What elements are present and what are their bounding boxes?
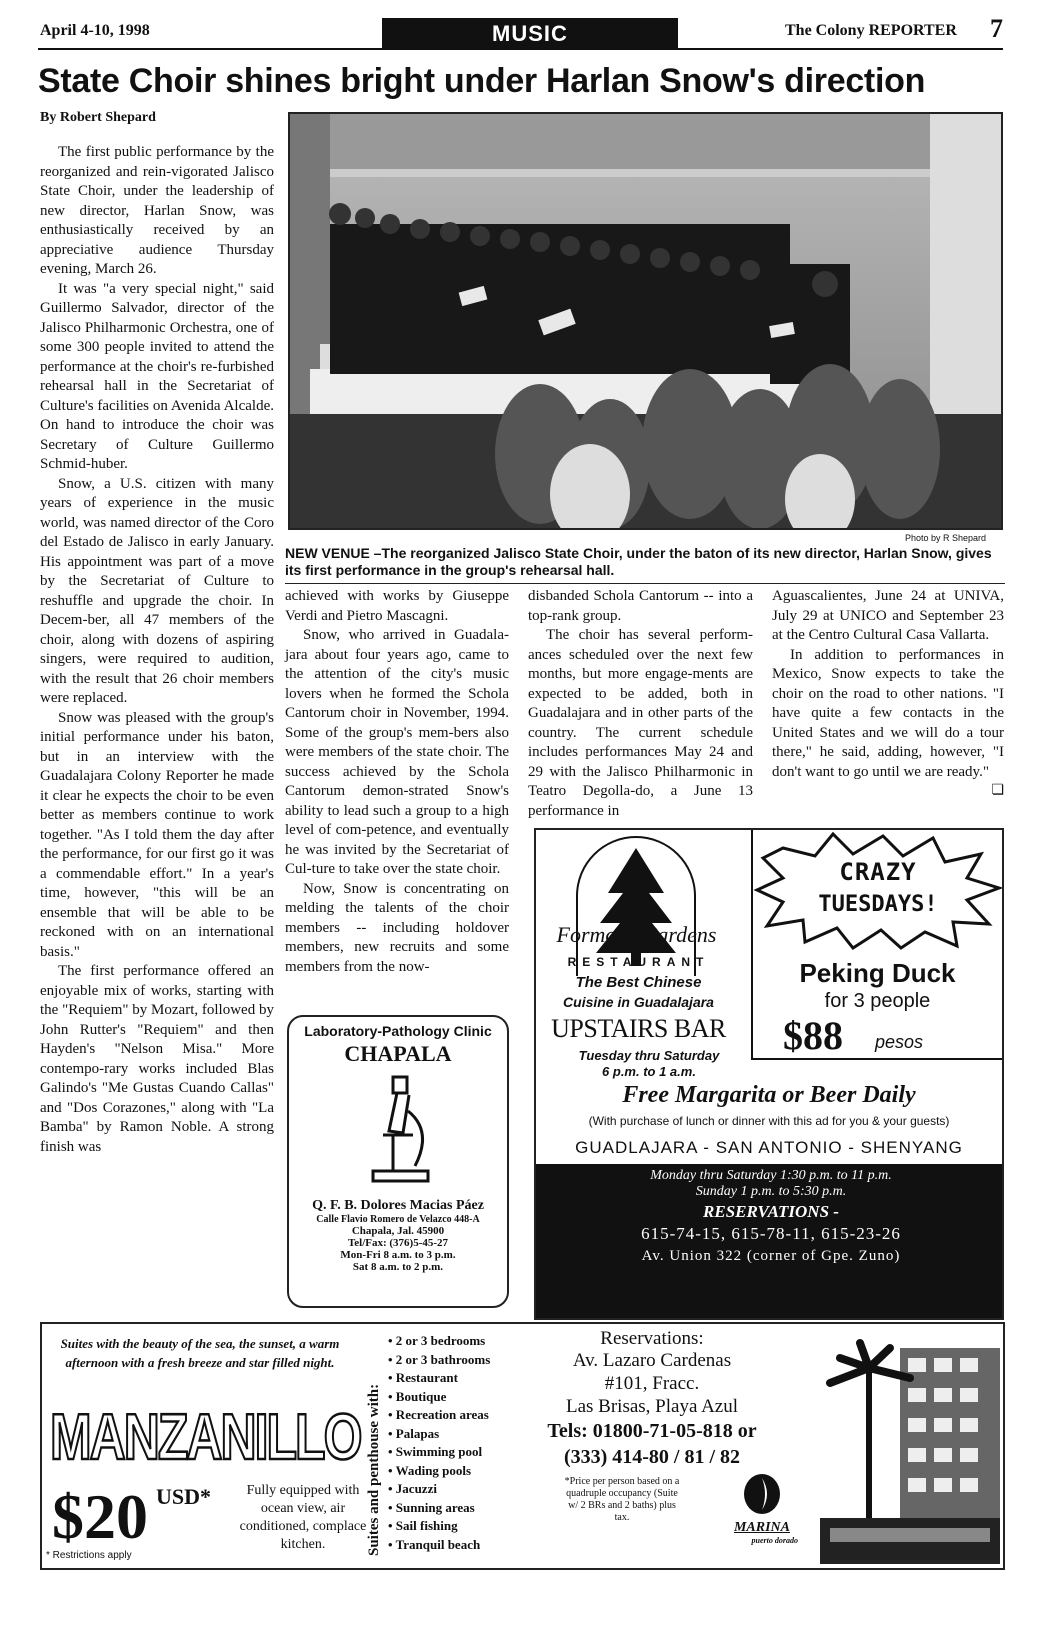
paragraph: Aguascalientes, June 24 at UNIVA, July 29 at UNICO and September 23 at the Centro Cultural Casa Vallarta. (772, 588, 1004, 643)
dish-for: for 3 people (824, 990, 931, 1012)
reservations-block (536, 1164, 1004, 1320)
hotel-photo (820, 1328, 1000, 1564)
paragraph: Snow was pleased with the group's initial performance under his baton, but in an interview with the Guadalajara Colony Reporter he made it clear he expects the choir to be even better as members continue to work together. "As I told them the day after the performance, for our first go it was a commendable effort." In a year's time, however, "this will be an ensemble that will be able to be reckoned with on an international basis." (40, 709, 274, 960)
paragraph: The first public performance by the reorganized and rein-vigorated Jalisco State Choir, under the leadership of new director, Harlan Snow, was enthusiastically received by an appreciative audience Thursday evening, March 26. (40, 144, 274, 277)
crazy-tuesdays-box (751, 828, 1004, 1060)
photo-credit: Photo by R Shepard (905, 533, 987, 543)
res-tels-2: (333) 414-80 / 81 / 82 (563, 1446, 741, 1468)
page-number: 7 (990, 14, 1003, 43)
manz-price-value: 20 (84, 1481, 148, 1552)
marina-brand: MARINA (733, 1520, 791, 1535)
restaurant-tagline-1: The Best Chinese (575, 974, 702, 991)
tuesdays-text: TUESDAYS! (818, 892, 938, 917)
peking-duck: Peking Duck (799, 958, 956, 988)
res-title: Reservations: (600, 1328, 704, 1349)
manzanillo-ad (40, 1322, 1005, 1570)
lab-hours-weekday: Mon-Fri 8 a.m. to 3 p.m. (340, 1249, 456, 1261)
duck-price: $88 (783, 1013, 843, 1058)
amenity-item: • Boutique (388, 1388, 447, 1404)
restaurant-locations: GUADLAJARA - SAN ANTONIO - SHENYANG (575, 1138, 963, 1157)
restaurant-ad (534, 828, 1004, 1320)
article-column-3 (528, 587, 753, 821)
lab-city: CHAPALA (344, 1041, 452, 1066)
section-label: MUSIC (382, 18, 678, 50)
paragraph: Snow, a U.S. citizen with many years of experience in the music world, was named director of the Coro del Estado de Jalisco in early January. His appointment was part of a move by the Secretariat of Culture to reshuffle and upgrade the choir. In Decem-ber, all 47 members of the choir, along with dozens of aspiring singers, were required to audition, with the result that 26 choir members were replaced. (40, 475, 274, 706)
manz-restrictions: * Restrictions apply (46, 1550, 132, 1561)
lab-address: Calle Flavio Romero de Velazco 448-A (316, 1214, 480, 1225)
manz-vertical-label: Suites and penthouse with: (366, 1383, 382, 1556)
amenity-item: • 2 or 3 bathrooms (388, 1351, 491, 1367)
upstairs-bar: UPSTAIRS BAR (551, 1014, 726, 1043)
reservations-label: RESERVATIONS - (703, 1202, 839, 1221)
pine-tree-icon (578, 838, 694, 968)
marina-logo-icon (742, 1474, 782, 1518)
starburst-icon (753, 830, 1003, 950)
lab-city-zip: Chapala, Jal. 45900 (351, 1225, 445, 1237)
paragraph: Now, Snow is concentrating on melding the talents of the choir members -- including holdover members, new recruits and some members from the now- (285, 880, 509, 975)
paragraph: disbanded Schola Cantorum -- into a top-rank group. (528, 588, 753, 624)
lab-title: Laboratory-Pathology Clinic (304, 1023, 492, 1039)
lab-doctor: Q. F. B. Dolores Macias Páez (312, 1198, 484, 1213)
paragraph: The first performance offered an enjoyable mix of works, starting with the "Requiem" by Mozart, followed by John Rutter's "Requiem" and then Hayden's "Nelson Misa." More contempo-rary works included Blas Galindo's "Me Gustas Cuando Callas" and "Dos Corazones," along with "La Bamba" by Ramon Noble. A strong finish was (40, 963, 274, 1155)
manz-tagline: Suites with the beauty of the sea, the sunset, a warm afternoon with a fresh breeze and star filled night. (60, 1336, 340, 1370)
duck-currency: pesos (875, 1032, 924, 1052)
free-drinks: Free Margarita or Beer Daily (622, 1082, 916, 1108)
amenity-item: • Sail fishing (388, 1518, 458, 1533)
byline: By Robert Shepard (40, 110, 156, 125)
amenity-item: • Wading pools (388, 1462, 472, 1478)
lab-tel: Tel/Fax: (376)5-45-27 (347, 1237, 449, 1249)
photo-caption: NEW VENUE –The reorganized Jalisco State Choir, under the baton of its new director, Harlan Snow, gives its first performance in the group's rehearsal hall. (285, 545, 992, 578)
paragraph: achieved with works by Giuseppe Verdi and Pietro Mascagni. (285, 588, 509, 624)
article-column-1 (40, 143, 274, 1157)
choir-photo (288, 112, 1003, 530)
res-addr-3: Las Brisas, Playa Azul (565, 1396, 739, 1417)
restaurant-subtitle: RESTAURANT (567, 955, 710, 969)
header-rule (38, 48, 1003, 50)
manz-description: Fully equipped with ocean view, air conditioned, complace kitchen. (239, 1483, 367, 1552)
amenity-item: • Tranquil beach (388, 1536, 481, 1552)
paper-name: The Colony REPORTER (785, 22, 957, 39)
res-tels-1: Tels: 01800-71-05-818 or (547, 1420, 757, 1442)
lab-hours-saturday: Sat 8 a.m. to 2 p.m. (352, 1261, 444, 1273)
res-addr-1: Av. Lazaro Cardenas (572, 1350, 732, 1371)
microscope-icon (353, 1071, 443, 1191)
amenity-item: • Jacuzzi (388, 1481, 437, 1496)
marina-brand-sub: puerto dorado (751, 1536, 798, 1545)
end-mark: ❏ (991, 783, 1004, 798)
paragraph: In addition to performances in Mexico, Snow expects to take the choir on the road to other nations. "I have quite a few contacts in the United States and we will do a tour there," he said, adding, however, "I don't want to go until we are ready." (772, 646, 1004, 780)
amenity-item: • 2 or 3 bedrooms (388, 1333, 486, 1348)
free-note: (With purchase of lunch or dinner with this ad for you & your guests) (588, 1114, 950, 1128)
res-addr-2: #101, Fracc. (604, 1373, 700, 1394)
amenity-item: • Palapas (388, 1425, 440, 1441)
amenity-item: • Restaurant (388, 1370, 458, 1385)
article-column-2 (285, 587, 509, 977)
crazy-text: CRAZY (839, 858, 917, 886)
lab-clinic-ad (287, 1015, 509, 1308)
restaurant-tagline-2: Cuisine in Guadalajara (563, 994, 714, 1010)
bar-days: Tuesday thru Saturday (578, 1048, 720, 1063)
price-note: *Price per person based on a quadruple occupancy (Suite w/ 2 BRs and 2 baths) plus tax. (564, 1476, 680, 1523)
weekday-hours: Monday thru Saturday 1:30 p.m. to 11 p.m. (650, 1168, 892, 1183)
restaurant-name: Formosa Gardens (556, 922, 717, 947)
headline: State Choir shines bright under Harlan Snow's direction (38, 62, 926, 100)
paragraph: Snow, who arrived in Guadala-jara about four years ago, came to the attention of the city's music lovers when he formed the Schola Cantorum choir in November, 1994. Some of the group's mem-bers also were members of the state choir. The success achieved by the Schola Cantorum demon-strated Snow's ability to lead such a group to a high level of com-petence, and eventually he was invited by the Secretariat of Cul-ture to take over the state choir. (285, 627, 509, 877)
issue-date: April 4-10, 1998 (40, 22, 150, 39)
amenity-item: • Recreation areas (388, 1407, 489, 1422)
amenity-item: • Swimming pool (388, 1444, 483, 1459)
sunday-hours: Sunday 1 p.m. to 5:30 p.m. (695, 1184, 847, 1199)
article-column-4 (772, 587, 1004, 799)
choir-photo-illustration (290, 114, 1001, 528)
manz-price: $20 (52, 1481, 148, 1552)
manz-currency: USD* (156, 1484, 212, 1509)
restaurant-address: Av. Union 322 (corner of Gpe. Zuno) (641, 1248, 901, 1264)
paragraph: It was "a very special night," said Guillermo Salvador, director of the Jalisco Philharmonic Orchestra, one of some 300 people invited to attend the performance at the choir's re-furbished rehearsal hall in the Secretariat of Culture's facilities on Avenida Alcalde. On hand to introduce the choir was Secretary of Culture Guillermo Schmid-huber. (40, 280, 274, 472)
amenity-item: • Sunning areas (388, 1499, 475, 1515)
bar-hours: 6 p.m. to 1 a.m. (602, 1064, 696, 1079)
paragraph: The choir has several perform-ances scheduled over the next few months, but more engage-ments are expected to be added, both in Guadalajara and in other parts of the country. The current schedule includes performances May 24 and 29 with the Jalisco Philharmonic in Teatro Degolla-do, a June 13 performance in (528, 627, 753, 819)
reservation-phones: 615-74-15, 615-78-11, 615-23-26 (641, 1224, 901, 1243)
manz-title: MANZANILLO (50, 1400, 361, 1474)
caption-rule (285, 583, 1005, 584)
